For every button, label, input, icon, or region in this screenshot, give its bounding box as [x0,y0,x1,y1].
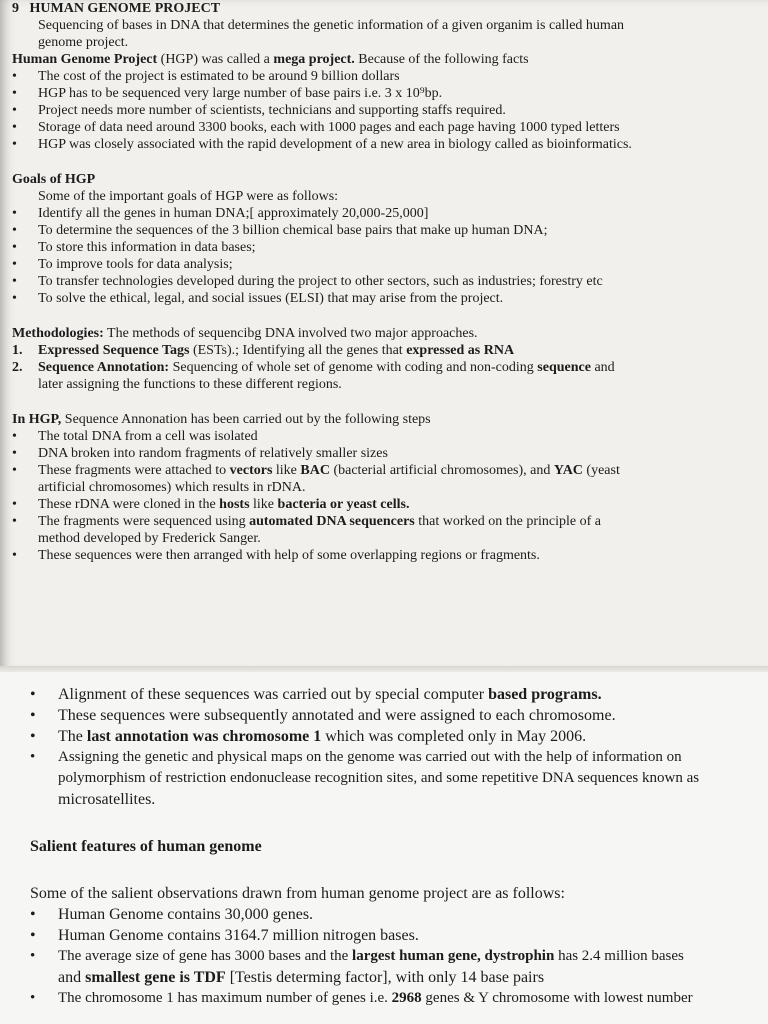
fact-item: • Storage of data need around 3300 books, each with 1000 pages and each page having 1000 typed letters [12,119,768,136]
lower-page [0,672,768,1024]
salient-item: • Human Genome contains 30,000 genes. [30,904,768,925]
intro-line-1: Sequencing of bases in DNA that determines the genetic information of a given organim is called human [38,18,625,33]
intro-line-2: genome project. [38,35,129,50]
continued-item: • Alignment of these sequences was carried out by special computer based programs. [30,684,768,705]
goal-item: • To store this information in data bases; [12,239,768,256]
method-item-1: 1. Expressed Sequence Tags (ESTs).; Identifying all the genes that expressed as RNA [12,343,515,358]
fact-item: • The cost of the project is estimated to be around 9 billion dollars [12,68,768,85]
steps-intro: In HGP, Sequence Annonation has been carried out by the following steps [12,412,431,427]
fact-item: • HGP has to be sequenced very large number of base pairs i.e. 3 x 10⁹bp. [12,85,768,102]
salient-intro: Some of the salient observations drawn from human genome project are as follows: [30,885,565,902]
continued-item: • Assigning the genetic and physical maps on the genome was carried out with the help of information on [30,747,768,768]
goal-item: • To improve tools for data analysis; [12,256,768,273]
step-item: • The total DNA from a cell was isolated [12,428,768,445]
method-item-2: 2. Sequence Annotation: Sequencing of whole set of genome with coding and non-coding sequence and [12,360,615,375]
continued-item: • The last annotation was chromosome 1 which was completed only in May 2006. [30,726,768,747]
step-item: • The fragments were sequenced using automated DNA sequencers that worked on the principle of a [12,513,768,530]
section-heading [12,0,768,17]
goals-heading: Goals of HGP [12,172,96,187]
salient-item: • The average size of gene has 3000 bases and the largest human gene, dystrophin has 2.4 million bases [30,946,768,967]
step-item-cont: artificial chromosomes) which results in rDNA. [38,480,306,495]
section-title: HUMAN GENOME PROJECT [29,1,221,16]
goal-item: • To solve the ethical, legal, and social issues (ELSI) that may arise from the project. [12,290,768,307]
method-item-2-cont: later assigning the functions to these different regions. [38,377,342,392]
goal-item: • Identify all the genes in human DNA;[ approximately 20,000-25,000] [12,205,768,222]
step-item: • These fragments were attached to vectors like BAC (bacterial artificial chromosomes), and YAC (yeast [12,462,768,479]
lower-page-text [0,672,768,1009]
salient-item-cont: and smallest gene is TDF [Testis determing factor], with only 14 base pairs [58,969,545,986]
step-item: • These rDNA were cloned in the hosts like bacteria or yeast cells. [12,496,768,513]
step-item-cont: method developed by Frederick Sanger. [38,531,261,546]
continued-item: • These sequences were subsequently annotated and were assigned to each chromosome. [30,705,768,726]
continued-item-cont: microsatellites. [58,791,156,808]
step-item: • These sequences were then arranged with help of some overlapping regions or fragments. [12,547,768,564]
step-item: • DNA broken into random fragments of relatively smaller sizes [12,445,768,462]
salient-heading: Salient features of human genome [30,838,262,855]
goal-item: • To determine the sequences of the 3 billion chemical base pairs that make up human DNA; [12,222,768,239]
fact-item: • Project needs more number of scientists, technicians and supporting staffs required. [12,102,768,119]
continued-item-cont: polymorphism of restriction endonuclease recognition sites, and some repetitive DNA sequences known as [58,770,700,786]
goals-intro: Some of the important goals of HGP were as follows: [38,189,339,204]
goal-item: • To transfer technologies developed during the project to other sectors, such as industries; forestry etc [12,273,768,290]
hgp-mega-line: Human Genome Project (HGP) was called a mega project. Because of the following facts [12,52,529,67]
methodologies-line: Methodologies: The methods of sequencibg DNA involved two major approaches. [12,326,478,341]
section-number: 9 [12,1,19,16]
salient-item: • The chromosome 1 has maximum number of genes i.e. 2968 genes & Y chromosome with lowest number [30,988,768,1009]
fact-item: • HGP was closely associated with the rapid development of a new area in biology called as bioinformatics. [12,136,768,153]
salient-item: • Human Genome contains 3164.7 million nitrogen bases. [30,925,768,946]
